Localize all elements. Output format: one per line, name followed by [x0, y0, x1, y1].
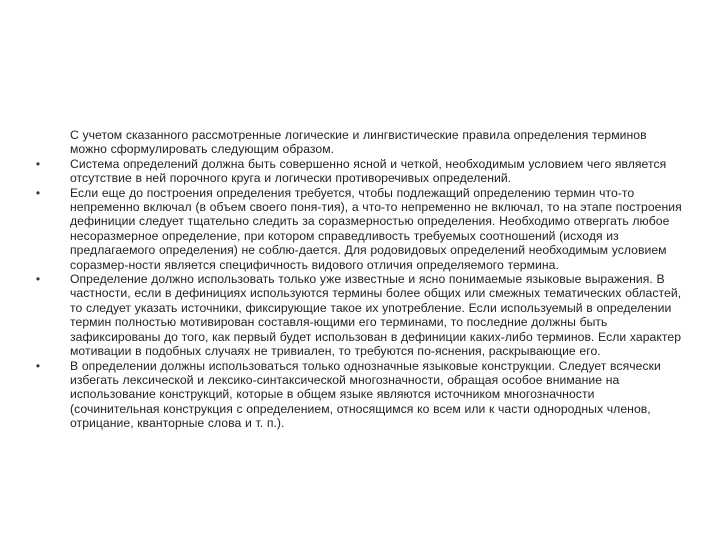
- list-item: [35, 185, 682, 272]
- slide-content: [35, 128, 682, 431]
- bullet-icon: •: [35, 272, 41, 287]
- list-item-text: В определении должны использоваться только однозначные языковые конструкции. Следует всячески избегать лексической и лексико-синтаксической многозначности, обращая особое внимание на использование конструкций, которые в общем языке являются источником многозначности (сочинительная конструкция с определением, относящимся ко всем или к части однородных членов, отрицание, кванторные слова и т. п.).: [70, 358, 661, 431]
- list-item: [35, 358, 682, 431]
- list-item-text: Система определений должна быть совершенно ясной и четкой, необходимым условием чего является отсутствие в ней порочного круга и логически противоречивых определений.: [70, 156, 667, 186]
- bullet-icon: •: [35, 156, 41, 171]
- list-item-text: Определение должно использовать только уже известные и ясно понимаемые языковые выражения. В частности, если в дефинициях используются термины более общих или смежных тематических областей, то следует указать источники, фиксирующие такое их употребление. Если используемый в определении термин полностью мотивирован составля-ющими его терминами, то последние должны быть зафиксированы до того, как первый будет использован в дефиниции каких-либо терминов. Если характер мотивации в подобных случаях не тривиален, то требуются по-яснения, раскрывающие его.: [70, 272, 682, 359]
- bullet-icon: •: [35, 185, 41, 200]
- list-item: [35, 272, 682, 359]
- rules-list: [35, 156, 682, 431]
- list-item: [35, 156, 682, 186]
- intro-paragraph: С учетом сказанного рассмотренные логические и лингвистические правила определения терминов можно сформулировать следующим образом.: [70, 128, 647, 157]
- list-item-text: Если еще до построения определения требуется, чтобы подлежащий определению термин что-то непременно включал (в объем своего поня-тия), а что-то непременно не включал, то на этапе построения дефиниции следует тщательно следить за соразмерностью определения. Необходимо отвергать любое несоразмерное определение, при котором справедливость требуемых соотношений (исходя из предлагаемого определения) не соблю-дается. Для родовидовых определений необходимым условием соразмер-ности является специфичность видового отличия определяемого термина.: [70, 185, 682, 272]
- bullet-icon: •: [35, 358, 41, 373]
